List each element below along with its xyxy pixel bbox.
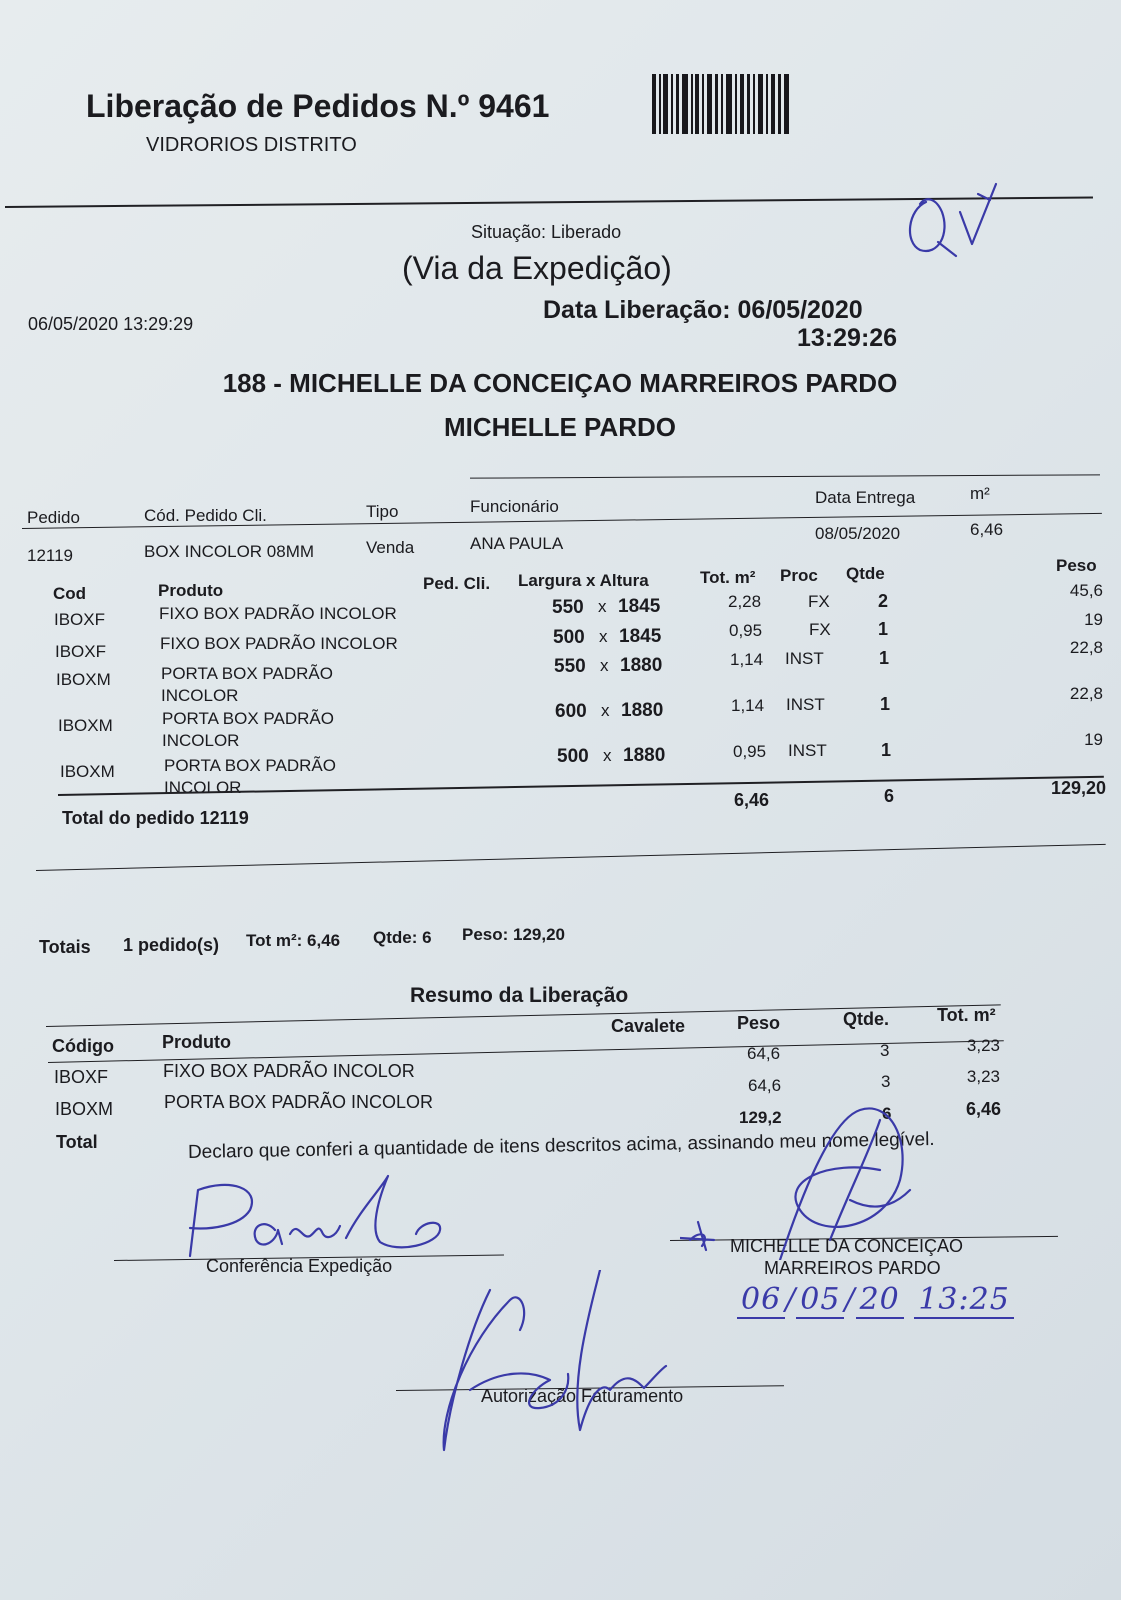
item-produto-cont: INCOLOR (164, 778, 242, 797)
header-rule (5, 197, 1093, 208)
client-signature-name-cont: MARREIROS PARDO (764, 1258, 941, 1278)
autorizacao-signature (430, 1270, 710, 1460)
resumo-total-m2: 6,46 (965, 1099, 1001, 1119)
handwritten-initials-mark (898, 172, 1008, 262)
item-produto: FIXO BOX PADRÃO INCOLOR (159, 604, 397, 623)
resumo-row-peso: 64,6 (747, 1044, 781, 1063)
data-liberacao: Data Liberação: 06/05/2020 (543, 296, 863, 324)
resumo-col-codigo: Código (52, 1036, 114, 1056)
item-largura: 550 (552, 597, 584, 618)
item-qtde: 1 (878, 619, 889, 639)
item-produto: FIXO BOX PADRÃO INCOLOR (160, 634, 398, 653)
item-produto-cont: INCOLOR (162, 731, 240, 750)
item-peso: 22,8 (1069, 684, 1103, 703)
item-times-symbol: x (598, 597, 607, 616)
pedido-value: 12119 (27, 546, 74, 565)
col-proc: Proc (780, 566, 818, 585)
conferencia-label: Conferência Expedição (206, 1256, 393, 1276)
resumo-col-cavalete: Cavalete (611, 1016, 686, 1036)
item-cod: IBOXF (55, 642, 107, 661)
item-peso: 45,6 (1069, 581, 1103, 600)
totais-qtde: Qtde: 6 (373, 928, 432, 947)
cod-pedido-cli-value: BOX INCOLOR 08MM (144, 542, 315, 561)
item-qtde: 2 (878, 591, 889, 611)
item-cod: IBOXM (58, 716, 113, 735)
conferencia-signature (150, 1170, 460, 1265)
col-m2: m² (970, 484, 990, 503)
item-produto: PORTA BOX PADRÃO (161, 664, 333, 683)
situacao-status: Situação: Liberado (471, 222, 622, 242)
tipo-value: Venda (366, 538, 415, 557)
order-total-peso: 129,20 (1050, 778, 1106, 798)
hora-liberacao: 13:29:26 (797, 324, 898, 352)
item-largura: 550 (554, 656, 586, 677)
col-tot-m2: Tot. m² (700, 568, 756, 587)
order-top-rule (470, 474, 1100, 478)
item-largura: 500 (553, 627, 585, 648)
col-cod: Cod (53, 584, 87, 603)
item-cod: IBOXF (54, 610, 106, 629)
col-produto: Produto (158, 581, 224, 600)
item-qtde: 1 (881, 740, 892, 760)
order-total-m2: 6,46 (734, 790, 770, 810)
col-largura-altura: Largura x Altura (518, 571, 649, 590)
item-times-symbol: x (603, 746, 612, 765)
resumo-row-qtde: 3 (881, 1072, 891, 1091)
client-signature (680, 1090, 940, 1260)
print-timestamp: 06/05/2020 13:29:29 (28, 314, 194, 334)
item-proc: FX (809, 620, 831, 639)
item-largura: 500 (557, 746, 589, 767)
item-cod: IBOXM (60, 762, 115, 781)
item-altura: 1880 (623, 745, 666, 766)
client-name: 188 - MICHELLE DA CONCEIÇAO MARREIROS PARDO (222, 368, 898, 398)
item-proc: INST (788, 741, 827, 760)
autorizacao-label: Autorização Faturamento (481, 1386, 684, 1406)
handwritten-time: 13:25 (914, 1282, 1013, 1319)
resumo-row-codigo: IBOXM (55, 1099, 114, 1119)
item-proc: FX (808, 592, 830, 611)
item-proc: INST (785, 649, 824, 668)
col-qtde: Qtde (846, 564, 885, 583)
item-peso: 22,8 (1069, 638, 1103, 657)
item-produto-cont: INCOLOR (161, 686, 239, 705)
item-altura: 1845 (619, 626, 662, 647)
order-total-label: Total do pedido 12119 (62, 808, 249, 828)
col-ped-cli: Ped. Cli. (423, 574, 491, 593)
item-tot-m2: 0,95 (729, 621, 763, 640)
resumo-title: Resumo da Liberação (410, 984, 629, 1007)
resumo-row-tot-m2: 3,23 (966, 1067, 1000, 1086)
m2-value: 6,46 (970, 520, 1004, 539)
totais-pedidos: 1 pedido(s) (123, 935, 220, 955)
item-altura: 1845 (618, 596, 661, 617)
resumo-total-qtde: 6 (882, 1104, 892, 1123)
totais-peso: Peso: 129,20 (462, 925, 566, 944)
handwritten-date: 06 / 05 / 20 13:25 (737, 1282, 1014, 1317)
item-tot-m2: 1,14 (730, 650, 764, 669)
item-times-symbol: x (600, 656, 609, 675)
item-proc: INST (786, 695, 825, 714)
handwritten-year: 20 (856, 1282, 904, 1319)
resumo-col-peso: Peso (737, 1013, 781, 1033)
resumo-col-produto: Produto (162, 1032, 231, 1052)
col-funcionario: Funcionário (470, 497, 559, 516)
client-signature-name: MICHELLE DA CONCEIÇAO (730, 1236, 964, 1256)
resumo-row-peso: 64,6 (748, 1076, 782, 1095)
totais-m2: Tot m²: 6,46 (246, 931, 341, 950)
item-cod: IBOXM (56, 670, 111, 689)
item-altura: 1880 (620, 655, 663, 676)
document-title: Liberação de Pedidos N.º 9461 (86, 88, 550, 124)
item-tot-m2: 2,28 (728, 592, 762, 611)
item-peso: 19 (1084, 730, 1103, 749)
barcode (652, 74, 790, 136)
col-tipo: Tipo (366, 502, 399, 521)
col-data-entrega: Data Entrega (815, 488, 916, 507)
item-times-symbol: x (599, 627, 608, 646)
handwritten-day: 06 (737, 1282, 785, 1319)
item-qtde: 1 (879, 648, 890, 668)
resumo-row-produto: FIXO BOX PADRÃO INCOLOR (163, 1061, 415, 1081)
item-produto: PORTA BOX PADRÃO (164, 756, 336, 775)
col-pedido: Pedido (27, 508, 80, 527)
order-total-qtde: 6 (884, 786, 895, 806)
order-end-rule (36, 844, 1106, 871)
item-qtde: 1 (880, 694, 891, 714)
item-times-symbol: x (601, 701, 610, 720)
resumo-col-tot-m2: Tot. m² (937, 1005, 996, 1025)
item-produto: PORTA BOX PADRÃO (162, 709, 334, 728)
resumo-col-qtde: Qtde. (843, 1009, 890, 1029)
totais-label: Totais (39, 937, 91, 957)
resumo-row-qtde: 3 (880, 1041, 890, 1060)
item-altura: 1880 (621, 700, 664, 721)
item-tot-m2: 0,95 (733, 742, 767, 761)
company-name: VIDRORIOS DISTRITO (146, 134, 357, 156)
item-tot-m2: 1,14 (731, 696, 765, 715)
resumo-total-label: Total (56, 1132, 98, 1152)
resumo-total-peso: 129,2 (739, 1108, 782, 1127)
via-label: (Via da Expedição) (402, 250, 672, 286)
col-peso: Peso (1056, 556, 1097, 575)
resumo-row-tot-m2: 3,23 (966, 1036, 1000, 1055)
client-short-name: MICHELLE PARDO (443, 412, 677, 442)
resumo-row-codigo: IBOXF (54, 1067, 109, 1087)
handwritten-month: 05 (796, 1282, 844, 1319)
declaration-text: Declaro que conferi a quantidade de itens descritos acima, assinando meu nome legível. (187, 1128, 935, 1163)
col-cod-pedido-cli: Cód. Pedido Cli. (144, 506, 267, 525)
item-largura: 600 (555, 701, 587, 722)
funcionario-value: ANA PAULA (470, 534, 564, 553)
item-peso: 19 (1084, 610, 1103, 629)
resumo-row-produto: PORTA BOX PADRÃO INCOLOR (164, 1092, 434, 1112)
data-entrega-value: 08/05/2020 (815, 524, 901, 543)
